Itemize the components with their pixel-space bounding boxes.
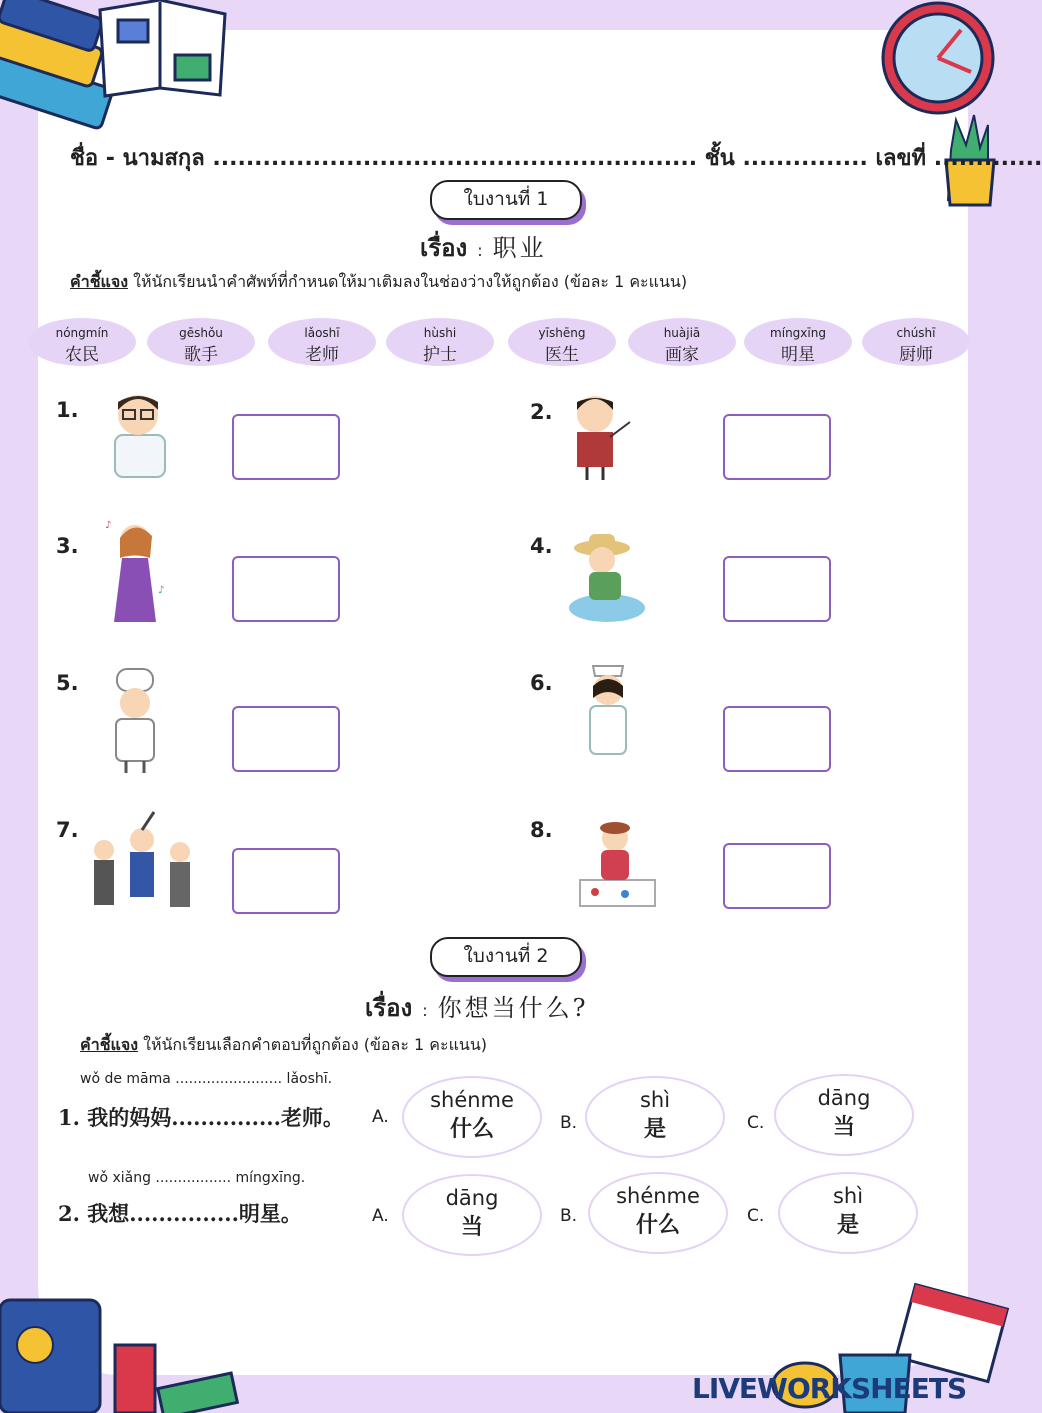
option-pinyin: shénme: [430, 1088, 514, 1112]
topic-value: 你想当什么?: [437, 994, 589, 1022]
worksheet2-instruction: [80, 1033, 487, 1058]
question-number: 1.: [56, 398, 79, 422]
option-b-oval[interactable]: [588, 1172, 728, 1254]
question-number: 2.: [58, 1201, 80, 1226]
question-number: 7.: [56, 818, 79, 842]
number-label: เลขที่: [875, 146, 927, 171]
topic-colon: :: [422, 1001, 428, 1020]
option-pinyin: shì: [639, 1088, 671, 1112]
option-letter: C.: [747, 1113, 765, 1133]
class-label: ชั้น: [704, 146, 735, 171]
answer-box-2[interactable]: [723, 414, 831, 480]
sentence-text: 我的妈妈...............老师。: [87, 1105, 344, 1130]
topic-colon: :: [477, 241, 483, 260]
word-chip[interactable]: [862, 318, 970, 366]
sentence-hanzi: [58, 1102, 344, 1132]
sentence-pinyin: wǒ xiǎng ................. míngxīng.: [88, 1170, 306, 1186]
books-illustration-icon: [0, 0, 240, 150]
word-chip[interactable]: [268, 318, 376, 366]
option-hanzi: 当: [832, 1114, 855, 1140]
word-chip[interactable]: [147, 318, 255, 366]
option-letter: B.: [560, 1206, 578, 1226]
word-chip[interactable]: [508, 318, 616, 366]
topic-value: 职业: [492, 234, 547, 262]
answer-box-3[interactable]: [232, 556, 340, 622]
singer-figure-icon: [100, 518, 170, 626]
school-supplies-illustration-icon: [0, 1285, 240, 1413]
word-pinyin: chúshī: [896, 326, 936, 340]
word-chip[interactable]: [28, 318, 136, 366]
clock-illustration-icon: [876, 0, 1000, 215]
word-hanzi: 护士: [423, 345, 457, 365]
name-blank[interactable]: ..........................................................: [212, 146, 698, 171]
word-hanzi: 农民: [65, 345, 99, 365]
class-blank[interactable]: ...............: [742, 146, 868, 171]
option-letter: A.: [372, 1107, 389, 1127]
option-b-oval[interactable]: [585, 1076, 725, 1158]
worksheet1-topic: [420, 228, 547, 267]
option-c-oval[interactable]: [778, 1172, 918, 1254]
word-pinyin: hùshi: [423, 326, 457, 340]
answer-box-8[interactable]: [723, 843, 831, 909]
question-number: 8.: [530, 818, 553, 842]
worksheet1-title: ใบงานที่ 1: [430, 180, 582, 220]
instruction-label: คำชี้แจง: [70, 272, 129, 291]
worksheet1-instruction: [70, 270, 687, 295]
option-pinyin: shénme: [616, 1184, 700, 1208]
instruction-text: ให้นักเรียนนำคำศัพท์ที่กำหนดให้มาเติมลงในช่องว่างให้ถูกต้อง (ข้อละ 1 คะแนน): [128, 272, 688, 291]
topic-label: เรื่อง: [365, 994, 413, 1022]
question-number: 2.: [530, 400, 553, 424]
doctor-figure-icon: [105, 390, 175, 480]
sentence-hanzi: [58, 1198, 302, 1228]
answer-box-7[interactable]: [232, 848, 340, 914]
student-info-line: [70, 140, 1042, 175]
option-hanzi: 是: [643, 1116, 666, 1142]
question-number: 4.: [530, 534, 553, 558]
word-hanzi: 画家: [665, 345, 699, 365]
number-blank[interactable]: .............: [933, 146, 1042, 171]
option-hanzi: 什么: [449, 1116, 494, 1142]
nurse-figure-icon: [565, 658, 650, 758]
painter-figure-icon: [575, 818, 660, 910]
option-hanzi: 是: [836, 1212, 859, 1238]
option-hanzi: 当: [460, 1214, 483, 1240]
word-hanzi: 医生: [545, 345, 579, 365]
celebrity-figure-icon: [82, 810, 202, 910]
word-hanzi: 明星: [781, 345, 815, 365]
answer-box-1[interactable]: [232, 414, 340, 480]
word-pinyin: yīshēng: [538, 326, 586, 340]
liveworksheets-logo[interactable]: LIVEWORKSHEETS: [692, 1372, 967, 1405]
answer-box-5[interactable]: [232, 706, 340, 772]
sentence-text: 我想...............明星。: [87, 1201, 302, 1226]
word-pinyin: gēshǒu: [179, 326, 223, 340]
topic-label: เรื่อง: [420, 234, 468, 262]
worksheet2-title: ใบงานที่ 2: [430, 937, 582, 977]
word-pinyin: míngxīng: [770, 326, 826, 340]
option-letter: C.: [747, 1206, 765, 1226]
option-c-oval[interactable]: [774, 1074, 914, 1156]
question-number: 1.: [58, 1105, 80, 1130]
option-letter: A.: [372, 1206, 389, 1226]
worksheet2-topic: [365, 988, 589, 1027]
word-chip[interactable]: [744, 318, 852, 366]
name-label: ชื่อ - นามสกุล: [70, 146, 205, 171]
option-pinyin: dāng: [445, 1186, 499, 1210]
sentence-pinyin: wǒ de māma ........................ lǎoshī.: [80, 1071, 333, 1087]
svg-text:♪: ♪: [158, 585, 165, 596]
instruction-text: ให้นักเรียนเลือกคำตอบที่ถูกต้อง (ข้อละ 1 คะแนน): [138, 1035, 487, 1054]
word-chip[interactable]: [628, 318, 736, 366]
option-pinyin: dāng: [817, 1086, 871, 1110]
question-number: 3.: [56, 534, 79, 558]
option-a-oval[interactable]: [402, 1174, 542, 1256]
option-pinyin: shì: [832, 1184, 864, 1208]
question-number: 5.: [56, 671, 79, 695]
word-chip[interactable]: [386, 318, 494, 366]
option-letter: B.: [560, 1113, 578, 1133]
word-hanzi: 老师: [305, 345, 339, 365]
word-hanzi: 歌手: [184, 345, 218, 365]
answer-box-4[interactable]: [723, 556, 831, 622]
teacher-figure-icon: [565, 392, 635, 482]
word-pinyin: huàjiā: [663, 326, 701, 340]
answer-box-6[interactable]: [723, 706, 831, 772]
option-hanzi: 什么: [635, 1212, 680, 1238]
farmer-figure-icon: [567, 530, 647, 625]
word-pinyin: lǎoshī: [304, 326, 340, 340]
question-number: 6.: [530, 671, 553, 695]
instruction-label: คำชี้แจง: [80, 1035, 139, 1054]
svg-text:♪: ♪: [105, 520, 112, 531]
word-pinyin: nóngmín: [55, 326, 109, 340]
option-a-oval[interactable]: [402, 1076, 542, 1158]
word-hanzi: 厨师: [899, 345, 933, 365]
chef-figure-icon: [100, 665, 170, 775]
